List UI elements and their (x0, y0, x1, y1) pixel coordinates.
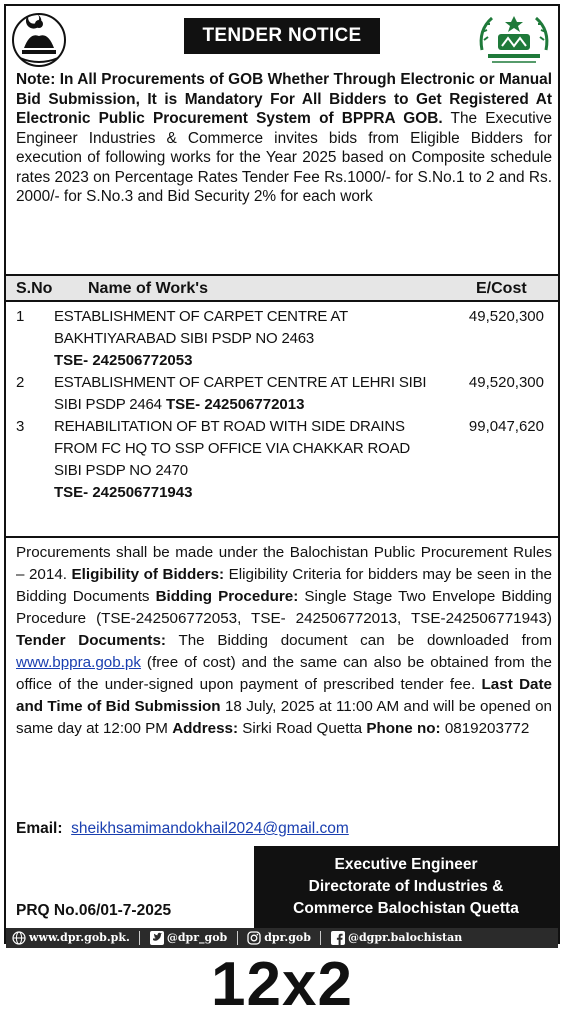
email-link[interactable]: sheikhsamimandokhail2024@gmail.com (71, 820, 349, 837)
works-table-header (6, 274, 558, 302)
procedure-label: Bidding Procedure: (155, 588, 299, 605)
col-header-cost: E/Cost (476, 280, 527, 297)
table-bottom-divider (6, 536, 558, 538)
footer-divider (320, 931, 321, 945)
note-paragraph (16, 70, 552, 207)
address-text: Sirki Road Quetta (238, 720, 367, 737)
notice-header (6, 6, 558, 72)
phone-label: Phone no: (366, 720, 441, 737)
globe-icon (12, 931, 26, 945)
row-description: REHABILITATION OF BT ROAD WITH SIDE DRAINS FROM FC HQ TO SSP OFFICE VIA CHAKKAR ROAD SIBI PSDP NO 2470 (54, 418, 411, 479)
footer-divider (139, 931, 140, 945)
row-cost: 49,520,300 (468, 374, 544, 391)
signature-block (254, 846, 558, 928)
row-cost: 99,047,620 (468, 418, 544, 435)
terms-paragraph (16, 542, 552, 740)
eligibility-text: Eligibility Criteria for bidders may be seen in the Bidding Documents (16, 566, 552, 605)
dgpr-emblem-icon (474, 10, 554, 68)
row-description: ESTABLISHMENT OF CARPET CENTRE AT LEHRI SIBI SIBI PSDP 2464 (54, 374, 427, 413)
last-date-text: 18 July, 2025 at 11:00 AM and will be opened on same day at 12:00 PM (16, 698, 552, 737)
notice-frame (4, 4, 560, 944)
row-tse: TSE- 242506771943 (54, 484, 193, 501)
note-regular-text: The Executive Engineer Industries & Commerce invites bids from Eligible Bidders for execution of following works for the Year 2025 based on Composite schedule rates 2023 on Percentage Rates Tender Fee Rs.1000/- for S.No.1 to 2 and Rs. 2000/- for S.No.3 and Bid Security 2% for each work (16, 110, 552, 205)
tender-docs-label: Tender Documents: (16, 632, 166, 649)
row-sno: 3 (16, 418, 25, 435)
signature-line-1: Executive Engineer (334, 856, 478, 873)
ad-size-label: 12x2 (211, 950, 353, 1019)
row-tse: TSE- 242506772013 (166, 396, 305, 413)
last-date-label: Last Date and Time of Bid Submission (16, 676, 552, 715)
signature-line-2: Directorate of Industries & (308, 878, 504, 895)
instagram-icon (247, 931, 261, 945)
works-table-body (6, 306, 558, 504)
row-cost: 49,520,300 (468, 308, 544, 325)
balochistan-emblem-icon (10, 10, 68, 68)
footer-divider (237, 931, 238, 945)
twitter-icon (150, 931, 164, 945)
col-header-name: Name of Work's (88, 280, 208, 297)
table-row (6, 372, 558, 416)
procurement-rules-text: Procurements shall be made under the Balochistan Public Procurement Rules – 2014. (16, 544, 552, 583)
table-row (6, 306, 558, 372)
eligibility-label: Eligibility of Bidders: (71, 566, 225, 583)
notice-title: TENDER NOTICE (184, 18, 380, 54)
row-tse: TSE- 242506772053 (54, 352, 193, 369)
footer-twitter[interactable]: @dpr_gob (166, 931, 228, 944)
email-label: Email: (16, 820, 63, 837)
note-bold-text: Note: In All Procurements of GOB Whether Through Electronic or Manual Bid Submission, It is Mandatory For All Bidders to Get Registered At Electronic Public Procurement System of BPPRA GOB. (16, 71, 552, 127)
row-sno: 1 (16, 308, 25, 325)
signature-line-3: Commerce Balochistan Quetta (293, 900, 519, 917)
row-description: ESTABLISHMENT OF CARPET CENTRE AT BAKHTIYARABAD SIBI PSDP NO 2463 (54, 308, 348, 347)
footer-instagram[interactable]: dpr.gob (264, 931, 311, 944)
social-footer (6, 928, 558, 948)
obtain-text: (free of cost) and the same can also be obtained from the office of the under-signed upon payment of prescribed tender fee. (16, 654, 552, 693)
phone-number: 0819203772 (440, 720, 530, 737)
facebook-icon (331, 931, 345, 945)
bppra-website-link[interactable]: www.bppra.gob.pk (16, 654, 141, 671)
tender-docs-text: The Bidding document can be downloaded from (166, 632, 552, 649)
email-line (16, 820, 349, 838)
procedure-text: Single Stage Two Envelope Bidding Procedure (TSE-242506772053, TSE- 242506772013, TSE-242506771943) (16, 588, 552, 627)
col-header-sno: S.No (16, 280, 53, 297)
address-label: Address: (172, 720, 239, 737)
footer-website[interactable]: www.dpr.gob.pk. (29, 931, 130, 944)
footer-facebook[interactable]: @dgpr.balochistan (347, 931, 463, 944)
row-sno: 2 (16, 374, 25, 391)
prq-number: PRQ No.06/01-7-2025 (16, 902, 172, 919)
table-row (6, 416, 558, 504)
